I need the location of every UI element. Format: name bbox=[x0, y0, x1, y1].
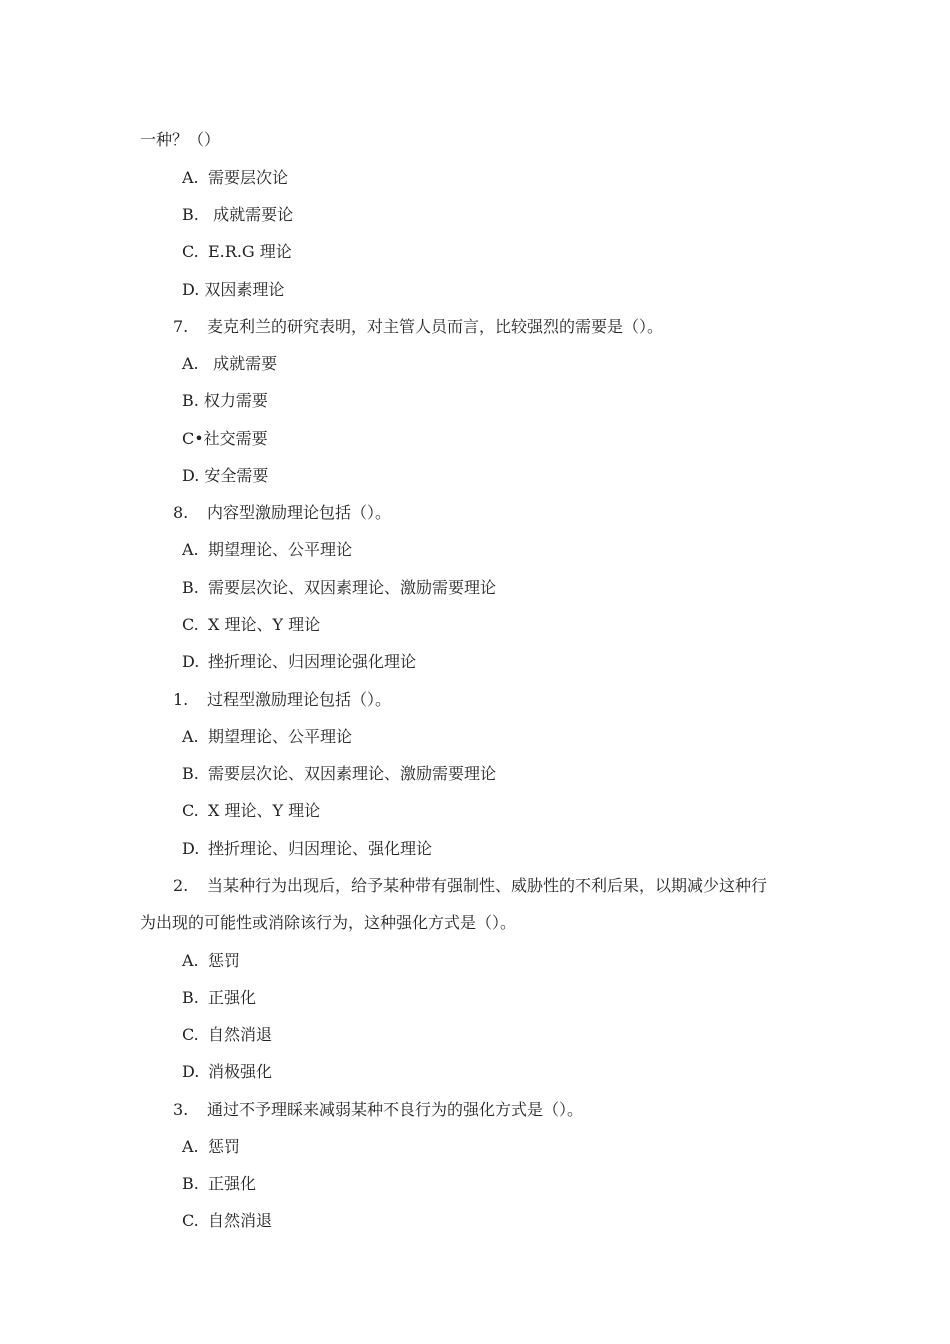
option-letter: B. bbox=[182, 205, 199, 224]
option-letter: A. bbox=[182, 540, 199, 559]
question-text: 通过不予理睬来减弱某种不良行为的强化方式是（）。 bbox=[207, 1100, 584, 1119]
option-text: D. 安全需要 bbox=[182, 466, 269, 485]
continuation-line: 一种？（） bbox=[140, 130, 221, 149]
option-text: 成就需要论 bbox=[208, 205, 294, 224]
option-letter: C. bbox=[182, 1211, 199, 1230]
question-line bbox=[173, 317, 663, 337]
option-line bbox=[182, 540, 352, 560]
option-line bbox=[182, 1211, 272, 1231]
option-line bbox=[182, 839, 432, 859]
option-line bbox=[182, 615, 320, 635]
option-line bbox=[182, 652, 416, 672]
option-letter: B. bbox=[182, 764, 199, 783]
option-letter: B. bbox=[182, 578, 199, 597]
option-line bbox=[182, 1062, 272, 1082]
option-text: B. 权力需要 bbox=[182, 391, 268, 410]
option-line bbox=[182, 951, 240, 971]
option-text: 自然消退 bbox=[208, 1025, 273, 1044]
question-number: 2. bbox=[173, 876, 189, 895]
question-number: 8. bbox=[173, 503, 189, 522]
question-text: 过程型激励理论包括（）。 bbox=[207, 690, 392, 709]
option-letter: A. bbox=[182, 727, 199, 746]
option-letter: A. bbox=[182, 1137, 199, 1156]
option-line bbox=[182, 764, 496, 784]
option-line bbox=[182, 242, 292, 262]
question-line bbox=[173, 876, 767, 896]
question-number: 7. bbox=[173, 317, 189, 336]
question-number: 3. bbox=[173, 1100, 189, 1119]
option-text: E.R.G 理论 bbox=[208, 242, 292, 261]
option-text: X 理论、Y 理论 bbox=[208, 801, 321, 820]
option-text: 期望理论、公平理论 bbox=[208, 727, 353, 746]
option-line bbox=[182, 1137, 240, 1157]
option-letter: D. bbox=[182, 839, 200, 858]
option-line bbox=[182, 205, 293, 225]
option-letter: D. bbox=[182, 1062, 200, 1081]
option-text: 正强化 bbox=[208, 1174, 257, 1193]
option-text: 需要层次论、双因素理论、激励需要理论 bbox=[208, 764, 497, 783]
option-line bbox=[182, 727, 352, 747]
question-line bbox=[173, 503, 391, 523]
option-text: X 理论、Y 理论 bbox=[208, 615, 321, 634]
option-text: C•社交需要 bbox=[182, 429, 268, 448]
option-letter: C. bbox=[182, 1025, 199, 1044]
question-text: 麦克利兰的研究表明，对主管人员而言，比较强烈的需要是（）。 bbox=[207, 317, 664, 336]
option-text: 期望理论、公平理论 bbox=[208, 540, 353, 559]
continuation-line: 为出现的可能性或消除该行为，这种强化方式是（）。 bbox=[140, 913, 517, 932]
option-text: 正强化 bbox=[208, 988, 257, 1007]
option-letter: A. bbox=[182, 951, 199, 970]
option-line bbox=[182, 988, 256, 1008]
option-letter: B. bbox=[182, 988, 199, 1007]
option-line bbox=[182, 578, 496, 598]
option-letter: B. bbox=[182, 1174, 199, 1193]
option-text: 惩罚 bbox=[208, 1137, 241, 1156]
question-text: 内容型激励理论包括（）。 bbox=[207, 503, 392, 522]
option-letter: C. bbox=[182, 242, 199, 261]
option-text: D. 双因素理论 bbox=[182, 280, 285, 299]
question-text: 当某种行为出现后，给予某种带有强制性、威胁性的不利后果，以期减少这种行 bbox=[207, 876, 768, 895]
option-letter: C. bbox=[182, 801, 199, 820]
option-letter: A. bbox=[182, 168, 199, 187]
question-line bbox=[173, 1100, 583, 1120]
option-text: 挫折理论、归因理论、强化理论 bbox=[208, 839, 433, 858]
option-text: 成就需要 bbox=[208, 354, 278, 373]
option-line bbox=[182, 1025, 272, 1045]
option-line bbox=[182, 168, 288, 188]
option-line bbox=[182, 429, 268, 449]
option-text: 挫折理论、归因理论强化理论 bbox=[208, 652, 417, 671]
option-text: 消极强化 bbox=[208, 1062, 273, 1081]
question-number: 1. bbox=[173, 690, 189, 709]
option-line bbox=[182, 1174, 256, 1194]
option-line bbox=[182, 280, 284, 300]
option-letter: C. bbox=[182, 615, 199, 634]
option-line bbox=[182, 466, 268, 486]
option-line bbox=[182, 391, 268, 411]
question-line bbox=[173, 690, 391, 710]
option-letter: A. bbox=[182, 354, 199, 373]
option-line bbox=[182, 801, 320, 821]
option-text: 需要层次论、双因素理论、激励需要理论 bbox=[208, 578, 497, 597]
option-text: 惩罚 bbox=[208, 951, 241, 970]
option-line bbox=[182, 354, 277, 374]
option-text: 自然消退 bbox=[208, 1211, 273, 1230]
option-text: 需要层次论 bbox=[208, 168, 289, 187]
option-letter: D. bbox=[182, 652, 200, 671]
